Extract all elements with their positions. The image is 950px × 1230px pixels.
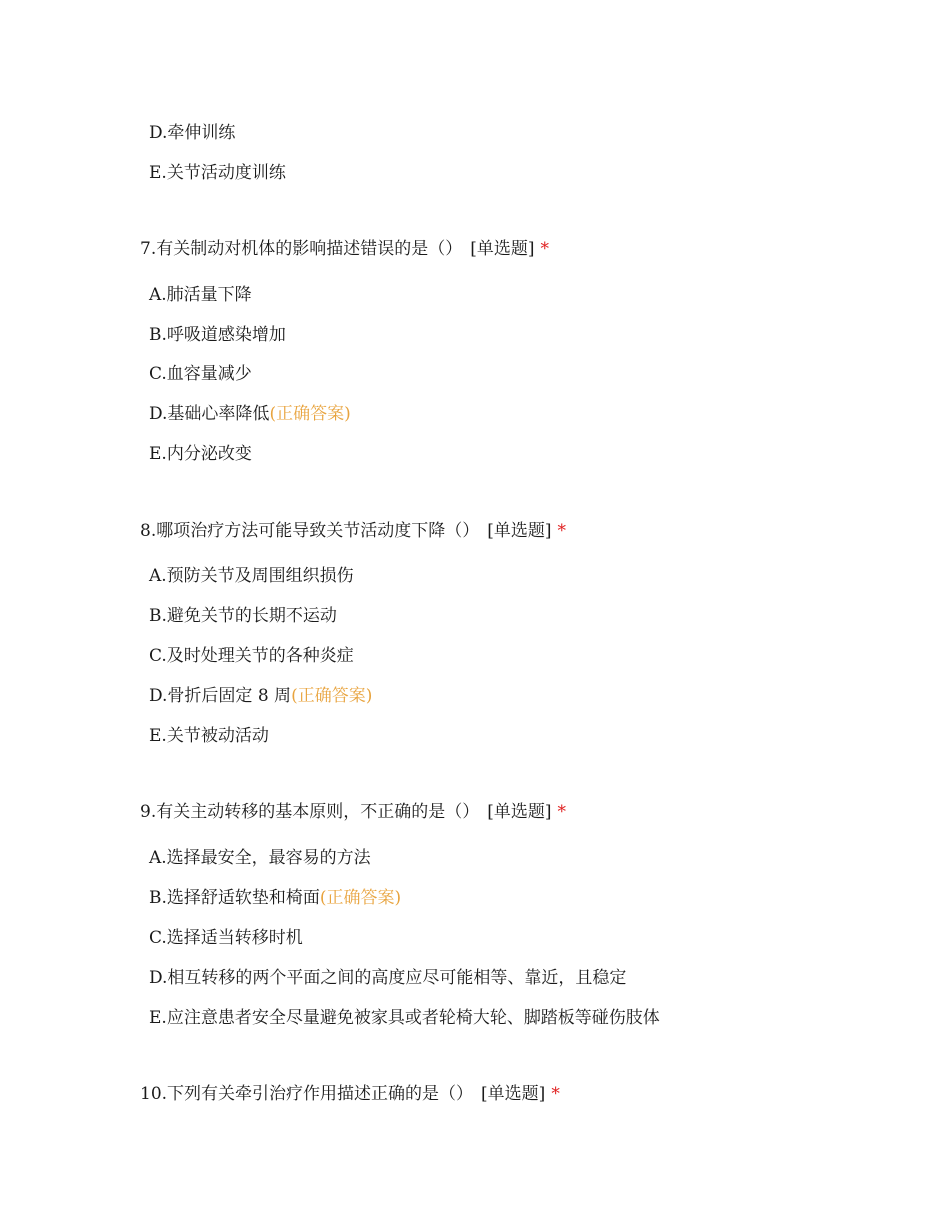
option-text: C.及时处理关节的各种炎症 xyxy=(149,646,354,666)
option-text: E.内分泌改变 xyxy=(149,444,252,464)
option-text: C.血容量减少 xyxy=(149,364,252,384)
option-text: D.骨折后固定 8 周 xyxy=(149,686,292,706)
option-item xyxy=(149,604,337,628)
question-type-label: [单选题] xyxy=(470,239,535,259)
option-text: E.应注意患者安全尽量避免被家具或者轮椅大轮、脚踏板等碰伤肢体 xyxy=(149,1008,660,1028)
option-item xyxy=(149,886,401,910)
option-text: D.牵伸训练 xyxy=(149,123,236,143)
option-text: A.选择最安全，最容易的方法 xyxy=(149,848,371,868)
question-title xyxy=(140,237,549,261)
question-type-label: [单选题] xyxy=(481,1084,546,1104)
option-item xyxy=(149,644,354,668)
option-item xyxy=(149,1006,660,1030)
correct-answer-mark: (正确答案) xyxy=(269,404,351,424)
option-text: A.预防关节及周围组织损伤 xyxy=(149,566,354,586)
option-item xyxy=(149,402,351,426)
correct-answer-mark: (正确答案) xyxy=(319,888,402,908)
option-item xyxy=(149,724,269,748)
option-item xyxy=(149,684,372,708)
option-text: D.基础心率降低 xyxy=(149,404,270,424)
question-title xyxy=(140,800,566,824)
option-text: B.避免关节的长期不运动 xyxy=(149,606,337,626)
required-star: * xyxy=(557,802,566,822)
option-item xyxy=(149,161,286,185)
option-text: E.关节活动度训练 xyxy=(149,163,286,183)
question-type-label: [单选题] xyxy=(487,521,552,541)
option-item xyxy=(149,926,303,950)
question-type-label: [单选题] xyxy=(487,802,552,822)
question-title xyxy=(140,1082,560,1106)
option-item xyxy=(149,966,626,990)
option-text: D.相互转移的两个平面之间的高度应尽可能相等、靠近，且稳定 xyxy=(149,968,627,988)
option-item xyxy=(149,564,354,588)
required-star: * xyxy=(551,1084,560,1104)
correct-answer-mark: (正确答案) xyxy=(291,686,373,706)
option-text: E.关节被动活动 xyxy=(149,726,269,746)
option-text: B.选择舒适软垫和椅面 xyxy=(149,888,320,908)
option-item xyxy=(149,323,286,347)
option-item xyxy=(149,362,252,386)
option-item xyxy=(149,442,252,466)
question-text: 7.有关制动对机体的影响描述错误的是（） xyxy=(140,239,463,259)
question-text: 9.有关主动转移的基本原则，不正确的是（） xyxy=(140,802,480,822)
question-text: 8.哪项治疗方法可能导致关节活动度下降（） xyxy=(140,521,480,541)
required-star: * xyxy=(540,239,549,259)
question-text: 10.下列有关牵引治疗作用描述正确的是（） xyxy=(140,1084,474,1104)
option-item xyxy=(149,846,371,870)
option-text: B.呼吸道感染增加 xyxy=(149,325,286,345)
option-item xyxy=(149,121,235,145)
option-text: C.选择适当转移时机 xyxy=(149,928,303,948)
option-item xyxy=(149,283,252,307)
required-star: * xyxy=(557,521,566,541)
option-text: A.肺活量下降 xyxy=(149,285,252,305)
question-title xyxy=(140,519,566,543)
